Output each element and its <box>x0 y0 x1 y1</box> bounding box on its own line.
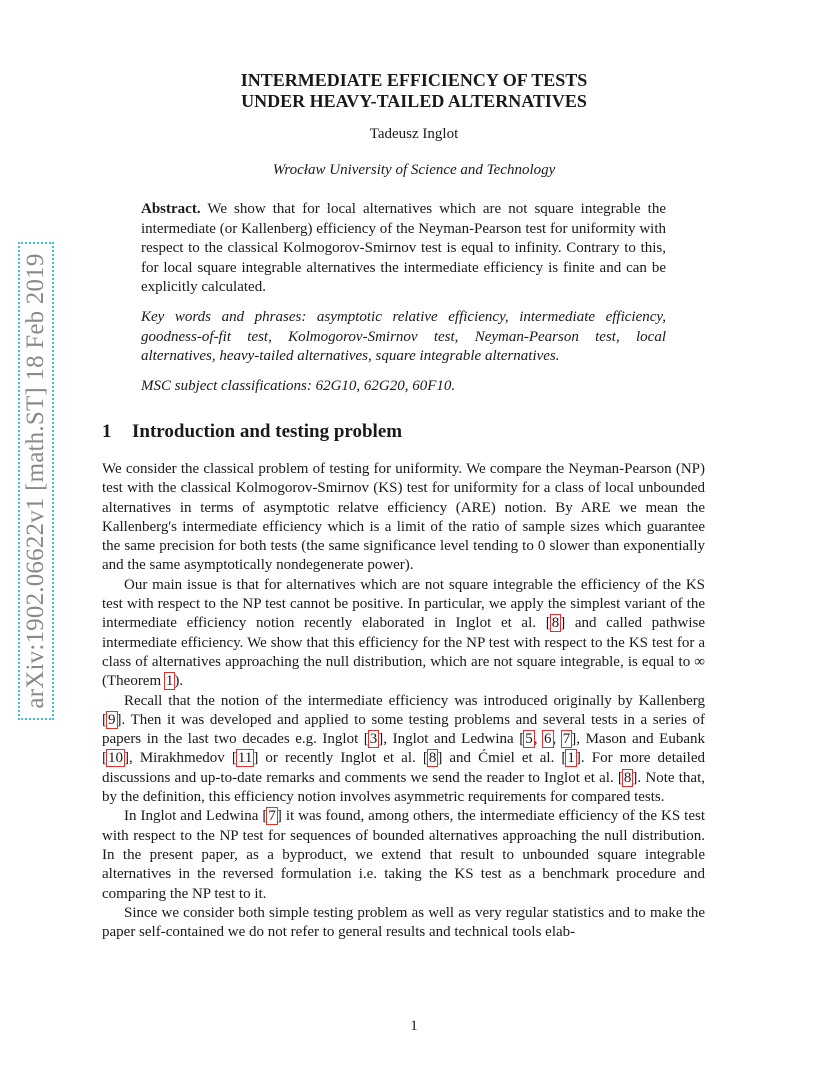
section-heading <box>102 421 402 443</box>
page-number: 1 <box>410 1018 418 1034</box>
text-run: , Mason and Eubank <box>576 731 705 748</box>
paragraph-4: In Inglot and Ledwina [7] it was found, among others, the intermediate efficiency of the KS test with respect to the NP test for sequences of bounded alternatives approaching the null distribution. In the present paper, as a byproduct, we extend that result to unbounded square integrable alternatives in the reversed formulation i.e. taking the KS test as a benchmark procedure and comparing the NP test to it. <box>102 808 705 902</box>
citation-link[interactable]: 1 <box>567 750 575 767</box>
abstract-text: We show that for local alternatives which are not square integrable the intermediate (or Kallenberg) efficiency of the Neyman-Pearson test for uniformity with respect to the classical Kolmogorov-Smirnov test is equal to infinity. Contrary to this, for local square integrable alternatives the intermediate efficiency is finite and can be explicitly calculated. <box>141 201 666 296</box>
citation-link[interactable]: 8 <box>623 769 632 786</box>
author-name: Tadeusz Inglot <box>369 126 459 142</box>
text-run: Our main issue is that for alternatives which are not square integrable the efficiency of the KS test with respect to the NP test cannot be positive. In particular, we apply the simplest variant of the intermediate efficiency notion recently elaborated in Inglot et al. <box>102 576 705 632</box>
text-run: and called pathwise intermediate efficiency. We show that this efficiency for the NP test with respect to the KS test for a class of alternatives approaching the null distribution, which are not square integrable, is equal to ∞ (Theorem <box>102 615 705 690</box>
citation-link[interactable]: 10 <box>108 750 123 767</box>
arxiv-identifier-text: arXiv:1902.06622v1 [math.ST] 18 Feb 2019 <box>22 253 49 709</box>
citation-link[interactable]: 3 <box>369 731 378 748</box>
abstract-label: Abstract. <box>141 201 201 217</box>
text-run: , Inglot and Ledwina <box>383 731 520 748</box>
paragraph-3: Recall that the notion of the intermediate efficiency was introduced originally by Kallenberg [9]. Then it was developed and applied to some testing problems and several tests in a series of papers in the last two decades e.g. Inglot [3], Inglot and Ledwina [5, 6, 7], Mason and Eubank [10], Mirakhmedov [11] or recently Inglot et al. [8] and Ćmiel et al. [1]. For more detailed discussions and up-to-date remarks and comments we send the reader to Inglot et al. [8]. Note that, by the definition, this efficiency notion involves asymmetric requirements for compared tests. <box>102 692 706 806</box>
citation-link[interactable]: 8 <box>428 750 437 767</box>
title-line-2: UNDER HEAVY-TAILED ALTERNATIVES <box>241 91 587 111</box>
paragraph-1: We consider the classical problem of testing for uniformity. We compare the Neyman-Pearson (NP) test with the classical Kolmogorov-Smirnov (KS) test for uniformity for a class of local unbounded alternatives in terms of asymptotic relatve efficiency (ARE) notion. By ARE we mean the Kallenberg's intermediate efficiency which is a limit of the ratio of sample sizes which guarantee the same precision for both tests (the same significance level tending to 0 slower than exponentially and the same asymptotically nondegenerate power). <box>102 461 705 574</box>
section-number: 1 <box>102 421 112 442</box>
text-run: , Mirakhmedov <box>129 750 232 767</box>
abstract-block <box>141 200 666 406</box>
citation-link[interactable]: 6 <box>544 731 552 748</box>
paragraph-5: Since we consider both simple testing problem as well as very regular statistics and to make the paper self-contained we do not refer to general results and technical tools elab- <box>102 904 705 941</box>
text-run: or recently Inglot et al. <box>258 750 423 767</box>
paper-title <box>0 70 828 112</box>
author-affiliation: Wrocław University of Science and Technology <box>272 162 556 178</box>
msc-classifications: MSC subject classifications: 62G10, 62G20, 60F10. <box>141 377 456 394</box>
citation-link[interactable]: 5 <box>525 731 533 748</box>
abstract-paragraph <box>141 200 666 298</box>
citation-link[interactable]: 11 <box>237 750 253 767</box>
text-run: and Ćmiel et al. <box>442 750 562 767</box>
text-run: Recall that the notion of the intermediate efficiency was introduced originally by Kallenberg <box>124 692 705 709</box>
text-run: . For more detailed discussions and up-to-date remarks and comments we send the reader to Inglot et al. <box>102 750 706 786</box>
theorem-link[interactable]: 1 <box>165 673 174 690</box>
title-line-1: INTERMEDIATE EFFICIENCY OF TESTS <box>240 70 588 90</box>
citation-link[interactable]: 8 <box>551 615 560 632</box>
paragraph-2: Our main issue is that for alternatives which are not square integrable the efficiency of the KS test with respect to the NP test cannot be positive. In particular, we apply the simplest variant of the intermediate efficiency notion recently elaborated in Inglot et al. [8] and called pathwise intermediate efficiency. We show that this efficiency for the NP test with respect to the KS test for a class of alternatives approaching the null distribution, which are not square integrable, is equal to ∞ (Theorem 1). <box>102 576 705 690</box>
citation-link[interactable]: 9 <box>108 711 116 728</box>
section-title: Introduction and testing problem <box>132 421 403 442</box>
text-run: In Inglot and Ledwina <box>124 808 263 825</box>
arxiv-identifier-stamp <box>18 242 54 720</box>
text-run: it was found, among others, the intermediate efficiency of the KS test with respect to the NP test for sequences of bounded alternatives approaching the null distribution. In the present paper, as a byproduct, we extend that result to unbounded square integrable alternatives in the reversed formulation i.e. taking the KS test as a benchmark procedure and comparing the NP test to it. <box>102 808 705 902</box>
body-text <box>102 460 705 942</box>
text-run: ). <box>174 673 184 690</box>
citation-link[interactable]: 7 <box>268 808 276 825</box>
citation-link[interactable]: 7 <box>562 731 571 748</box>
text-run: . Note that, by the definition, this efficiency notion involves asymmetric requirements for compared tests. <box>102 769 705 806</box>
keywords: Key words and phrases: asymptotic relative efficiency, intermediate efficiency, goodness-of-fit test, Kolmogorov-Smirnov test, Neyman-Pearson test, local alternatives, heavy-tailed alternatives, square integrable alternatives. <box>141 308 666 365</box>
text-run: . Then it was developed and applied to some testing problems and several tests in a series of papers in the last two decades e.g. Inglot <box>102 711 705 748</box>
